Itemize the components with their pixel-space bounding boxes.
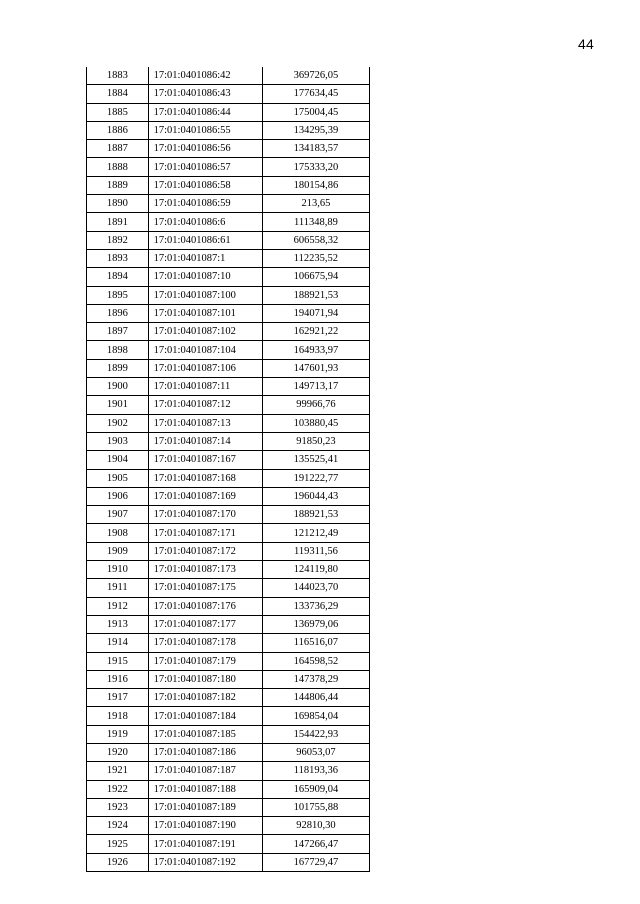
cadastral-number-cell: 17:01:0401087:101 [148, 304, 262, 322]
cadastral-number-cell: 17:01:0401087:189 [148, 798, 262, 816]
cadastral-number-cell: 17:01:0401087:11 [148, 378, 262, 396]
cadastral-number-cell: 17:01:0401087:182 [148, 689, 262, 707]
cadastral-number-cell: 17:01:0401087:178 [148, 634, 262, 652]
row-number-cell: 1919 [87, 725, 149, 743]
table-row [87, 524, 370, 542]
cadastral-number-cell: 17:01:0401086:58 [148, 176, 262, 194]
table-row [87, 231, 370, 249]
cadastral-number-cell: 17:01:0401087:104 [148, 341, 262, 359]
row-number-cell: 1906 [87, 487, 149, 505]
cadastral-number-cell: 17:01:0401087:180 [148, 670, 262, 688]
cadastral-value-cell: 191222,77 [262, 469, 369, 487]
row-number-cell: 1908 [87, 524, 149, 542]
cadastral-number-cell: 17:01:0401087:186 [148, 743, 262, 761]
cadastral-value-cell: 188921,53 [262, 506, 369, 524]
cadastral-value-cell: 194071,94 [262, 304, 369, 322]
cadastral-value-cell: 136979,06 [262, 615, 369, 633]
row-number-cell: 1892 [87, 231, 149, 249]
table-row [87, 725, 370, 743]
table-row [87, 121, 370, 139]
cadastral-number-cell: 17:01:0401087:106 [148, 359, 262, 377]
row-number-cell: 1920 [87, 743, 149, 761]
cadastral-number-cell: 17:01:0401087:169 [148, 487, 262, 505]
cadastral-number-cell: 17:01:0401087:188 [148, 780, 262, 798]
table-row [87, 396, 370, 414]
table-row [87, 176, 370, 194]
cadastral-value-cell: 147266,47 [262, 835, 369, 853]
cadastral-value-cell: 162921,22 [262, 323, 369, 341]
cadastral-number-cell: 17:01:0401086:56 [148, 140, 262, 158]
cadastral-number-cell: 17:01:0401087:167 [148, 451, 262, 469]
cadastral-number-cell: 17:01:0401087:172 [148, 542, 262, 560]
table-row [87, 689, 370, 707]
cadastral-number-cell: 17:01:0401086:44 [148, 103, 262, 121]
cadastral-value-table [86, 67, 370, 872]
cadastral-value-cell: 112235,52 [262, 249, 369, 267]
cadastral-value-cell: 116516,07 [262, 634, 369, 652]
cadastral-number-cell: 17:01:0401086:42 [148, 67, 262, 85]
table-row [87, 817, 370, 835]
table-row [87, 195, 370, 213]
cadastral-value-cell: 106675,94 [262, 268, 369, 286]
table-row [87, 561, 370, 579]
table-row [87, 506, 370, 524]
cadastral-value-cell: 147378,29 [262, 670, 369, 688]
row-number-cell: 1889 [87, 176, 149, 194]
table-row [87, 743, 370, 761]
cadastral-number-cell: 17:01:0401087:187 [148, 762, 262, 780]
cadastral-value-cell: 188921,53 [262, 286, 369, 304]
table-row [87, 469, 370, 487]
cadastral-number-cell: 17:01:0401086:61 [148, 231, 262, 249]
cadastral-number-cell: 17:01:0401087:192 [148, 853, 262, 871]
row-number-cell: 1883 [87, 67, 149, 85]
cadastral-value-cell: 133736,29 [262, 597, 369, 615]
table-row [87, 670, 370, 688]
table-row [87, 103, 370, 121]
table-row [87, 487, 370, 505]
row-number-cell: 1921 [87, 762, 149, 780]
table-row [87, 268, 370, 286]
row-number-cell: 1888 [87, 158, 149, 176]
table-row [87, 652, 370, 670]
cadastral-value-cell: 144806,44 [262, 689, 369, 707]
cadastral-number-cell: 17:01:0401087:12 [148, 396, 262, 414]
row-number-cell: 1902 [87, 414, 149, 432]
table-row [87, 359, 370, 377]
row-number-cell: 1907 [87, 506, 149, 524]
cadastral-value-cell: 124119,80 [262, 561, 369, 579]
row-number-cell: 1884 [87, 85, 149, 103]
cadastral-value-cell: 180154,86 [262, 176, 369, 194]
row-number-cell: 1924 [87, 817, 149, 835]
row-number-cell: 1898 [87, 341, 149, 359]
table-row [87, 140, 370, 158]
cadastral-value-cell: 119311,56 [262, 542, 369, 560]
cadastral-value-cell: 369726,05 [262, 67, 369, 85]
page-number: 44 [578, 36, 594, 52]
row-number-cell: 1903 [87, 432, 149, 450]
table-row [87, 304, 370, 322]
cadastral-value-cell: 175333,20 [262, 158, 369, 176]
cadastral-value-cell: 164598,52 [262, 652, 369, 670]
cadastral-value-cell: 149713,17 [262, 378, 369, 396]
table-row [87, 579, 370, 597]
table-row [87, 67, 370, 85]
row-number-cell: 1923 [87, 798, 149, 816]
cadastral-number-cell: 17:01:0401087:191 [148, 835, 262, 853]
cadastral-number-cell: 17:01:0401087:173 [148, 561, 262, 579]
cadastral-value-cell: 144023,70 [262, 579, 369, 597]
table-row [87, 634, 370, 652]
row-number-cell: 1917 [87, 689, 149, 707]
cadastral-value-cell: 154422,93 [262, 725, 369, 743]
row-number-cell: 1891 [87, 213, 149, 231]
table-row [87, 597, 370, 615]
row-number-cell: 1905 [87, 469, 149, 487]
row-number-cell: 1895 [87, 286, 149, 304]
cadastral-value-cell: 175004,45 [262, 103, 369, 121]
cadastral-number-cell: 17:01:0401087:184 [148, 707, 262, 725]
cadastral-value-cell: 134183,57 [262, 140, 369, 158]
cadastral-number-cell: 17:01:0401087:10 [148, 268, 262, 286]
cadastral-number-cell: 17:01:0401087:13 [148, 414, 262, 432]
row-number-cell: 1915 [87, 652, 149, 670]
cadastral-number-cell: 17:01:0401087:171 [148, 524, 262, 542]
table-row [87, 323, 370, 341]
row-number-cell: 1911 [87, 579, 149, 597]
cadastral-number-cell: 17:01:0401087:168 [148, 469, 262, 487]
cadastral-number-cell: 17:01:0401086:6 [148, 213, 262, 231]
row-number-cell: 1901 [87, 396, 149, 414]
row-number-cell: 1897 [87, 323, 149, 341]
cadastral-value-table-container [86, 67, 370, 872]
table-row [87, 85, 370, 103]
row-number-cell: 1886 [87, 121, 149, 139]
row-number-cell: 1918 [87, 707, 149, 725]
row-number-cell: 1925 [87, 835, 149, 853]
table-body [87, 67, 370, 872]
table-row [87, 286, 370, 304]
cadastral-value-cell: 92810,30 [262, 817, 369, 835]
cadastral-value-cell: 165909,04 [262, 780, 369, 798]
table-row [87, 341, 370, 359]
row-number-cell: 1894 [87, 268, 149, 286]
cadastral-value-cell: 164933,97 [262, 341, 369, 359]
table-row [87, 414, 370, 432]
table-row [87, 378, 370, 396]
cadastral-value-cell: 118193,36 [262, 762, 369, 780]
cadastral-value-cell: 121212,49 [262, 524, 369, 542]
cadastral-number-cell: 17:01:0401087:170 [148, 506, 262, 524]
cadastral-value-cell: 99966,76 [262, 396, 369, 414]
cadastral-value-cell: 606558,32 [262, 231, 369, 249]
row-number-cell: 1926 [87, 853, 149, 871]
row-number-cell: 1913 [87, 615, 149, 633]
table-row [87, 249, 370, 267]
row-number-cell: 1922 [87, 780, 149, 798]
table-row [87, 853, 370, 871]
cadastral-value-cell: 167729,47 [262, 853, 369, 871]
row-number-cell: 1909 [87, 542, 149, 560]
cadastral-number-cell: 17:01:0401087:1 [148, 249, 262, 267]
row-number-cell: 1887 [87, 140, 149, 158]
cadastral-number-cell: 17:01:0401087:177 [148, 615, 262, 633]
cadastral-number-cell: 17:01:0401087:185 [148, 725, 262, 743]
table-row [87, 158, 370, 176]
cadastral-value-cell: 103880,45 [262, 414, 369, 432]
table-row [87, 798, 370, 816]
cadastral-value-cell: 101755,88 [262, 798, 369, 816]
cadastral-number-cell: 17:01:0401086:43 [148, 85, 262, 103]
cadastral-number-cell: 17:01:0401087:102 [148, 323, 262, 341]
table-row [87, 451, 370, 469]
table-row [87, 707, 370, 725]
cadastral-number-cell: 17:01:0401087:14 [148, 432, 262, 450]
cadastral-number-cell: 17:01:0401087:179 [148, 652, 262, 670]
row-number-cell: 1890 [87, 195, 149, 213]
cadastral-number-cell: 17:01:0401087:175 [148, 579, 262, 597]
row-number-cell: 1914 [87, 634, 149, 652]
cadastral-value-cell: 91850,23 [262, 432, 369, 450]
cadastral-number-cell: 17:01:0401087:100 [148, 286, 262, 304]
table-row [87, 835, 370, 853]
row-number-cell: 1912 [87, 597, 149, 615]
cadastral-number-cell: 17:01:0401086:59 [148, 195, 262, 213]
cadastral-value-cell: 96053,07 [262, 743, 369, 761]
table-row [87, 780, 370, 798]
row-number-cell: 1899 [87, 359, 149, 377]
cadastral-number-cell: 17:01:0401087:190 [148, 817, 262, 835]
cadastral-number-cell: 17:01:0401087:176 [148, 597, 262, 615]
cadastral-value-cell: 213,65 [262, 195, 369, 213]
table-row [87, 615, 370, 633]
table-row [87, 762, 370, 780]
cadastral-value-cell: 177634,45 [262, 85, 369, 103]
row-number-cell: 1896 [87, 304, 149, 322]
row-number-cell: 1904 [87, 451, 149, 469]
row-number-cell: 1893 [87, 249, 149, 267]
cadastral-value-cell: 196044,43 [262, 487, 369, 505]
table-row [87, 542, 370, 560]
cadastral-number-cell: 17:01:0401086:57 [148, 158, 262, 176]
cadastral-number-cell: 17:01:0401086:55 [148, 121, 262, 139]
cadastral-value-cell: 147601,93 [262, 359, 369, 377]
table-row [87, 213, 370, 231]
row-number-cell: 1910 [87, 561, 149, 579]
cadastral-value-cell: 135525,41 [262, 451, 369, 469]
cadastral-value-cell: 111348,89 [262, 213, 369, 231]
row-number-cell: 1900 [87, 378, 149, 396]
cadastral-value-cell: 169854,04 [262, 707, 369, 725]
cadastral-value-cell: 134295,39 [262, 121, 369, 139]
row-number-cell: 1916 [87, 670, 149, 688]
table-row [87, 432, 370, 450]
row-number-cell: 1885 [87, 103, 149, 121]
